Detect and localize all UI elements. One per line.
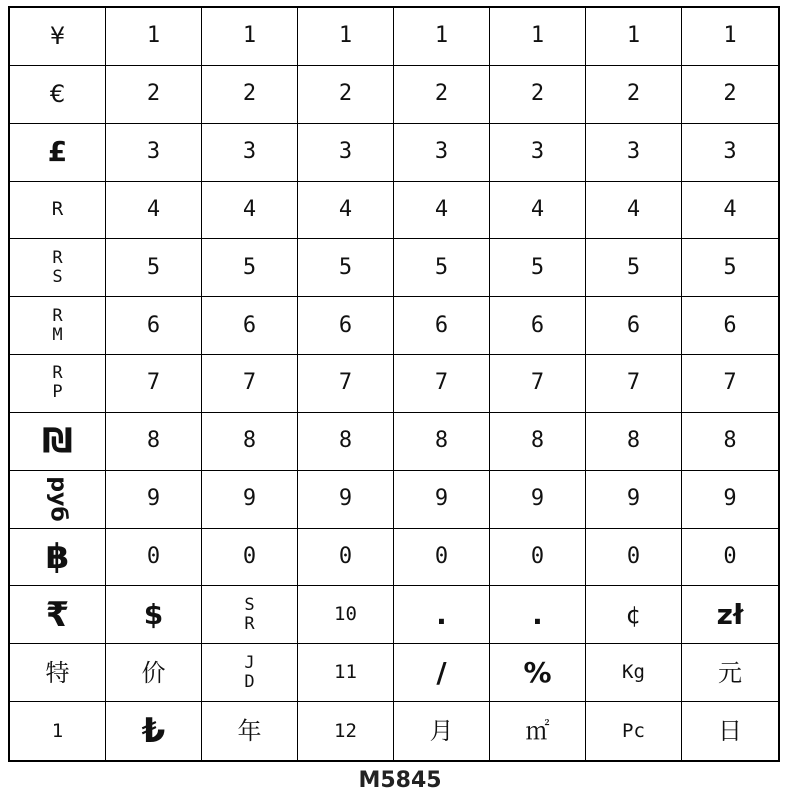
key-0: 0 xyxy=(202,529,298,587)
key-1: 1 xyxy=(202,8,298,66)
key-euro: € xyxy=(10,66,106,124)
key-jd xyxy=(202,644,298,702)
key-rand: R xyxy=(10,182,106,240)
key-sr xyxy=(202,586,298,644)
key-2: 2 xyxy=(490,66,586,124)
key-jd-top: J xyxy=(244,652,255,673)
key-jd-bottom: D xyxy=(244,671,255,692)
key-rp xyxy=(10,355,106,413)
key-rupee: ₹ xyxy=(10,586,106,644)
key-dollar: $ xyxy=(106,586,202,644)
key-yen: ¥ xyxy=(10,8,106,66)
key-day: 日 xyxy=(718,717,742,746)
key-4: 4 xyxy=(490,182,586,240)
key-9: 9 xyxy=(586,471,682,529)
key-percent: % xyxy=(490,644,586,702)
key-7: 7 xyxy=(202,355,298,413)
key-5: 5 xyxy=(586,239,682,297)
key-2: 2 xyxy=(682,66,778,124)
key-5: 5 xyxy=(202,239,298,297)
key-2: 2 xyxy=(106,66,202,124)
key-month: 月 xyxy=(394,702,490,760)
key-special: 特 xyxy=(10,644,106,702)
key-7: 7 xyxy=(682,355,778,413)
key-8: 8 xyxy=(490,413,586,471)
key-baht: ฿ xyxy=(10,529,106,587)
key-4: 4 xyxy=(202,182,298,240)
key-pound: £ xyxy=(10,124,106,182)
key-9: 9 xyxy=(298,471,394,529)
key-pc: Pc xyxy=(586,702,682,760)
key-year: 年 xyxy=(202,702,298,760)
key-7: 7 xyxy=(298,355,394,413)
key-2: 2 xyxy=(298,66,394,124)
key-8: 8 xyxy=(394,413,490,471)
key-9: 9 xyxy=(682,471,778,529)
key-3: 3 xyxy=(202,124,298,182)
key-0: 0 xyxy=(682,529,778,587)
key-rm-top: R xyxy=(52,305,63,326)
key-4: 4 xyxy=(106,182,202,240)
key-1: 1 xyxy=(490,8,586,66)
key-9: 9 xyxy=(490,471,586,529)
key-9: 9 xyxy=(106,471,202,529)
key-rs-top: R xyxy=(52,247,63,268)
key-3: 3 xyxy=(394,124,490,182)
key-1: 1 xyxy=(682,8,778,66)
key-12: 12 xyxy=(298,702,394,760)
key-rs-bottom: S xyxy=(52,266,63,287)
key-2: 2 xyxy=(586,66,682,124)
key-rp-bottom: P xyxy=(52,382,63,403)
key-3: 3 xyxy=(586,124,682,182)
key-11: 11 xyxy=(298,644,394,702)
key-8: 8 xyxy=(202,413,298,471)
key-7: 7 xyxy=(490,355,586,413)
key-6: 6 xyxy=(202,297,298,355)
key-9: 9 xyxy=(394,471,490,529)
key-rs xyxy=(10,239,106,297)
key-rp-top: R xyxy=(52,363,63,384)
key-1: 1 xyxy=(586,8,682,66)
key-grid xyxy=(8,6,780,762)
key-rm xyxy=(10,297,106,355)
key-6: 6 xyxy=(490,297,586,355)
key-ruble-label: руб xyxy=(45,476,71,522)
key-0: 0 xyxy=(394,529,490,587)
key-3: 3 xyxy=(490,124,586,182)
key-lira: ₺ xyxy=(106,702,202,760)
key-7: 7 xyxy=(106,355,202,413)
key-8: 8 xyxy=(682,413,778,471)
key-6: 6 xyxy=(586,297,682,355)
key-5: 5 xyxy=(682,239,778,297)
key-7: 7 xyxy=(586,355,682,413)
key-4: 4 xyxy=(394,182,490,240)
key-1: 1 xyxy=(10,702,106,760)
key-1: 1 xyxy=(106,8,202,66)
key-9: 9 xyxy=(202,471,298,529)
key-5: 5 xyxy=(490,239,586,297)
key-2: 2 xyxy=(202,66,298,124)
key-8: 8 xyxy=(106,413,202,471)
key-5: 5 xyxy=(298,239,394,297)
key-7: 7 xyxy=(394,355,490,413)
key-6: 6 xyxy=(298,297,394,355)
key-6: 6 xyxy=(682,297,778,355)
key-dot: . xyxy=(394,586,490,644)
key-0: 0 xyxy=(298,529,394,587)
key-cent: ¢ xyxy=(586,586,682,644)
key-4: 4 xyxy=(298,182,394,240)
key-kg: Kg xyxy=(586,644,682,702)
key-sr-bottom: R xyxy=(244,613,255,634)
key-1: 1 xyxy=(298,8,394,66)
key-0: 0 xyxy=(490,529,586,587)
key-rm-bottom: M xyxy=(52,324,63,345)
key-yuan: 元 xyxy=(682,644,778,702)
key-3: 3 xyxy=(298,124,394,182)
key-shekel: ₪ xyxy=(10,413,106,471)
key-dot: . xyxy=(490,586,586,644)
key-6: 6 xyxy=(394,297,490,355)
key-5: 5 xyxy=(106,239,202,297)
key-3: 3 xyxy=(106,124,202,182)
key-5: 5 xyxy=(394,239,490,297)
key-8: 8 xyxy=(586,413,682,471)
key-6: 6 xyxy=(106,297,202,355)
key-sr-top: S xyxy=(244,594,255,615)
key-0: 0 xyxy=(106,529,202,587)
key-4: 4 xyxy=(586,182,682,240)
key-3: 3 xyxy=(682,124,778,182)
key-4: 4 xyxy=(682,182,778,240)
key-2: 2 xyxy=(394,66,490,124)
key-square-meter: ㎡ xyxy=(490,702,586,760)
model-label: M5845 xyxy=(358,768,442,793)
key-1: 1 xyxy=(394,8,490,66)
key-0: 0 xyxy=(586,529,682,587)
key-10: 10 xyxy=(298,586,394,644)
key-zloty: zł xyxy=(682,586,778,644)
key-price: 价 xyxy=(106,644,202,702)
key-8: 8 xyxy=(298,413,394,471)
key-ruble xyxy=(10,471,106,529)
key-slash: / xyxy=(394,644,490,702)
